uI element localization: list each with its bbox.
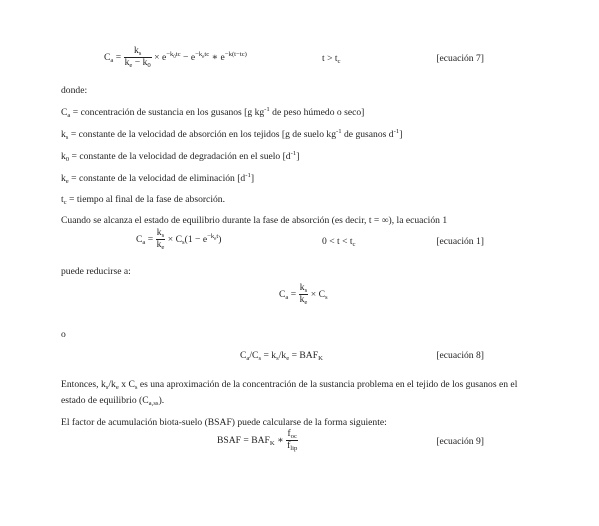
eq7-fraction: $\frac{k_s}{k_e - k_0}$ [124, 45, 151, 70]
eq7-condition: $t > t_c$ [322, 53, 341, 65]
eq8-label: [ecuación 8] [436, 350, 484, 361]
paragraph-reduce: puede reducirse a: [61, 266, 131, 277]
donde-label: donde: [61, 85, 88, 96]
paragraph-bsaf: El factor de acumulación biota-suelo (BSAF) puede calcularse de la forma siguiente: [61, 417, 387, 428]
paragraph-steady-state: Cuando se alcanza el estado de equilibrio durante la fase de absorción (es decir, t = ∞), la ecuación 1 [61, 215, 448, 226]
definition-ca: $C_a$ = concentración de sustancia en los gusanos [g $kg^{-1}$ de peso húmedo o seco] [61, 106, 365, 119]
definition-tc: $t_c$ = tiempo al final de la fase de absorción. [61, 194, 225, 206]
definition-ks: $k_s$ = constante de la velocidad de absorción en los tejidos [g de suelo $kg^{-1}$ de gusanos $d^{-1}$] [61, 128, 403, 141]
eq7-label: [ecuación 7] [436, 53, 484, 64]
eq1-label: [ecuación 1] [436, 236, 484, 247]
equation-7: $C_a$ = $\frac{k_s}{k_e - k_0}$ × $e^{-k_0tc} - e^{-k_etc}$ ∗ $e^{-k(t-tc)}$ [104, 45, 247, 70]
equation-1: $C_a$ = $\frac{k_s}{k_e}$ × $C_s(1 - e^{-k_et})$ [136, 227, 222, 252]
eq9-label: [ecuación 9] [436, 436, 484, 447]
equation-8: $C_a/C_s = k_s/k_e = BAF_K$ [240, 350, 323, 362]
eq-reduced-fraction: $\frac{k_s}{k_e}$ [299, 282, 308, 307]
eq1-condition: $0 < t < t_c$ [322, 236, 356, 248]
paragraph-approximation: Entonces, $k_s/k_e$ x $C_s$ es una aproximación de la concentración de la sustancia problema en el tejido de los gusanos en el estado de equilibrio $(C_{a,ss})$. [61, 379, 518, 407]
eq9-fraction: $\frac{f_{oc}}{f_{lip}}$ [287, 428, 298, 453]
definition-k0: $k_0$ = constante de la velocidad de degradación en el suelo $[d^{-1}]$ [61, 150, 300, 163]
definition-ke: $k_e$ = constante de la velocidad de eliminación $[d^{-1}]$ [61, 172, 255, 185]
equation-9: BSAF = $BAF_K$ ∗ $\frac{f_{oc}}{f_{lip}}$ [217, 428, 298, 453]
equation-reduced: $C_a$ = $\frac{k_s}{k_e}$ × $C_s$ [279, 282, 328, 307]
or-label: o [61, 329, 66, 340]
eq1-fraction: $\frac{k_s}{k_e}$ [156, 227, 165, 252]
